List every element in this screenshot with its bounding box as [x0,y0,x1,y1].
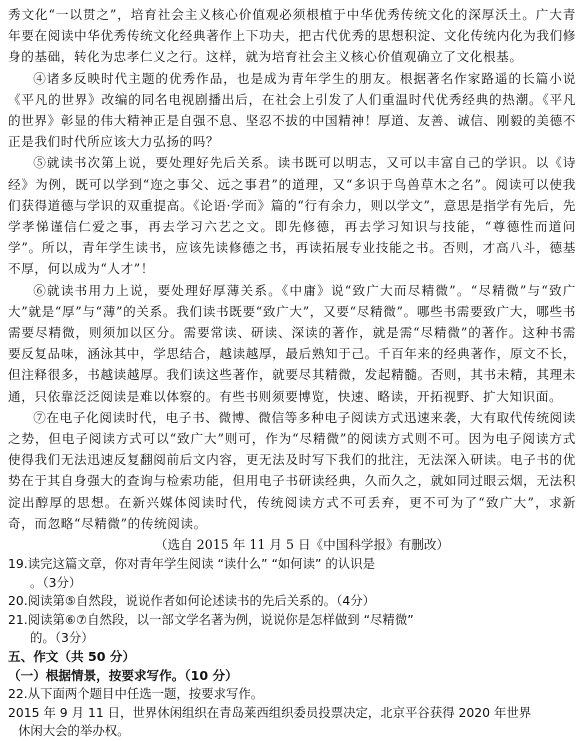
section-title-composition: 五、作文（共 50 分） [8,649,136,665]
article-paragraph-intro: 秀文化“一以贯之”，培育社会主义核心价值观必须根植于中华优秀传统文化的深厚沃土。广大青年要在阅读中华优秀传统文化经典著作上下功夫，把古代优秀的思想积淀、文化传统内化为我们修身的基础，转化为忠孝仁义之行。这样，就为培育社会主义核心价值观确立了文化根基。 [8,7,576,65]
question-20: 20.阅读第⑤自然段，说说作者如何论述读书的先后关系的。（4分） [8,593,376,609]
question-19-text: 19.读完这篇文章，你对青年学生阅读 “读什么” “如何读” 的认识是 [8,556,375,572]
writing-scenario [8,704,576,741]
writing-scenario-line-2: 休闲大会的举办权。 [18,723,130,739]
question-22: 22.从下面两个题目中任选一题，按要求写作。 [8,686,264,702]
article-paragraph-6: ⑥就读书用力上说，要处理好厚薄关系。《中庸》说“致广大而尽精微”。“尽精微”与“致广大”就是“厚”与“薄”的关系。我们读书既要“致广大”，又要“尽精微”。哪些书需要致广大，哪些书需要尽精微，则须加以区分。需要常读、研读、深读的著作，就是需“尽精微”的著作。这种书需要反复品味，涵泳其中，学思结合，越读越厚，最后熟知于己。千百年来的经典著作，原文不长，但注释很多，书越读越厚。我们读这些著作，就要尽其精微，发起精髓。否则，其书未精，其理未通，只依靠泛泛阅读是难以体察的。有些书则须要博览，快速、略读，开拓视野、扩大知识面。 [8,282,576,404]
question-19 [8,555,576,592]
question-21-text: 21.阅读第⑥⑦自然段，以一部文学名著为例，说说你是怎样做到 “尽精微” [8,611,414,627]
reading-article [8,4,576,534]
writing-scenario-line-1: 2015 年 9 月 11 日，世界休闲组织在青岛莱西组织委员投票决定，北京平谷获得 2020 年世界 [8,704,532,720]
article-paragraph-5: ⑤就读书次第上说，要处理好先后关系。读书既可以明志，又可以丰富自己的学识。以《诗经》为例，既可以学到“迩之事父、远之事君”的道理，又“多识于鸟兽草木之名”。阅读可以使我们获得道德与学识的双重提高。《论语·学而》篇的“行有余力，则以学文”，意思是指学有先后，先学孝悌谨信仁爱之事，再去学习六艺之文。即先修德，再去学习知识与技能，“尊德性而道问学”。所以，青年学生读书，应该先读修德之书，再读拓展专业技能之书。否则，才高八斗，德基不厚，何以成为“人才”！ [8,155,576,277]
article-paragraph-4: ④诸多反映时代主题的优秀作品，也是成为青年学生的朋友。根据著名作家路遥的长篇小说《平凡的世界》改编的同名电视剧播出后，在社会上引发了人们重温时代优秀经典的热潮。《平凡的世界》彰显的伟大精神正是自强不息、坚忍不拔的中国精神！厚道、友善、诚信、刚毅的美德不正是我们时代所应该大力弘扬的吗？ [8,70,576,150]
article-source: （选自 2015 年 11 月 5 日《中国科学报》有删改） [154,537,450,553]
article-paragraph-7: ⑦在电子化阅读时代，电子书、微博、微信等多种电子阅读方式迅速来袭，大有取代传统阅读之势，但电子阅读方式可以“致广大”则可，作为“尽精微”的阅读方式则不可。因为电子阅读方式使得我们无法迅速反复翻阅前后文内容，更无法及时写下我们的批注，无法深入研读。电子书的优势在于其自身强大的查询与检索功能，但用电子书研读经典，久而久之，就如同过眼云烟，无法积淀出醇厚的思想。在新兴媒体阅读时代，传统阅读方式不可丢弃，更不可为了“致广大”，求新奇，而忽略“尽精微”的传统阅读。 [8,409,576,531]
question-21-points: 的。（3分） [30,630,94,646]
question-21 [8,611,576,648]
sub-section-title: （一）根据情景，按要求写作。（10 分） [8,667,238,683]
question-19-points: 。（3分） [30,574,82,590]
